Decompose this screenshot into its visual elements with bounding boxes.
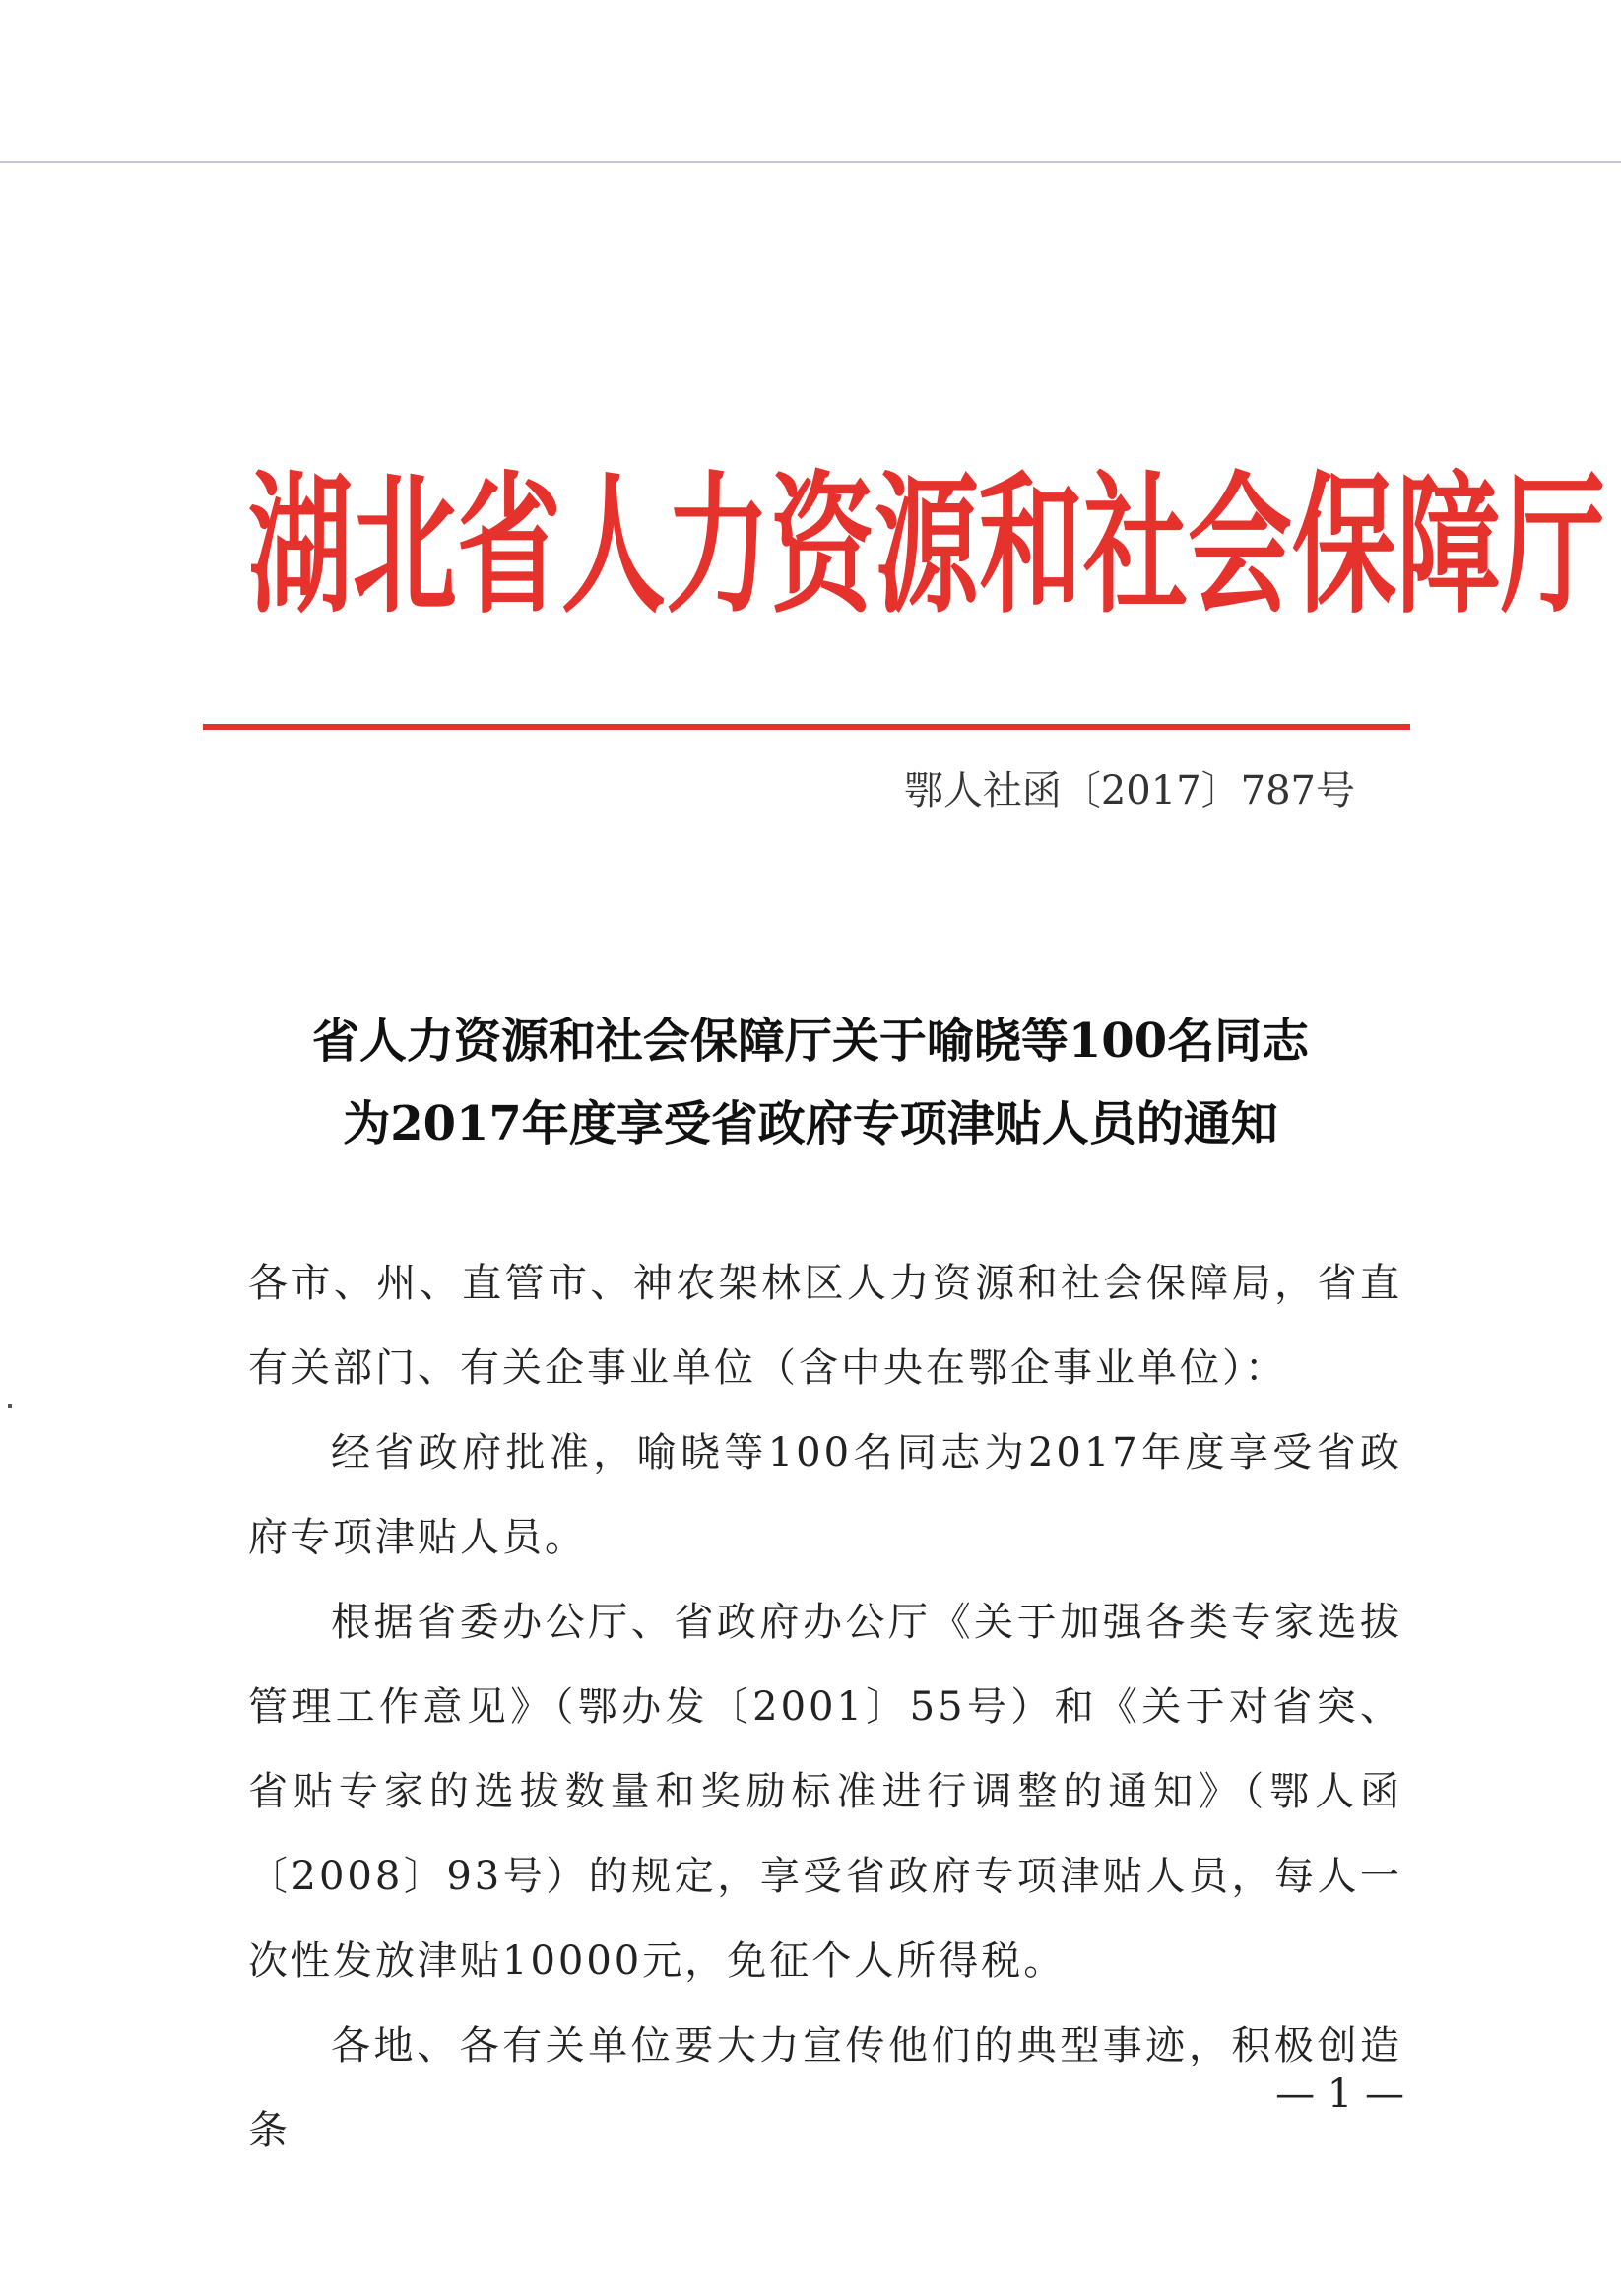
letterhead-red-rule <box>203 724 1410 730</box>
scan-edge-line <box>0 161 1621 163</box>
body-paragraph-approval: 经省政府批准，喻晓等100名同志为2017年度享受省政府专项津贴人员。 <box>248 1430 1402 1560</box>
notice-title-line-2: 为2017年度享受省政府专项津贴人员的通知 <box>343 1096 1278 1151</box>
notice-title-line-1: 省人力资源和社会保障厅关于喻晓等100名同志 <box>311 1014 1310 1069</box>
body-paragraph-promotion: 各地、各有关单位要大力宣传他们的典型事迹，积极创造条 <box>248 2023 1402 2153</box>
notice-title <box>197 1000 1424 1165</box>
letterhead-agency-name: 湖北省人力资源和社会保障厅 <box>248 458 1605 634</box>
addressee-paragraph: 各市、州、直管市、神农架林区人力资源和社会保障局，省直有关部门、有关企事业单位（含中央在鄂企事业单位）： <box>248 1261 1402 1391</box>
scan-dot <box>8 1404 12 1408</box>
page-number: — 1 — <box>1275 2071 1404 2117</box>
notice-body <box>248 1241 1402 2173</box>
document-number: 鄂人社函〔2017〕787号 <box>903 768 1355 814</box>
body-paragraph-regulation: 根据省委办公厅、省政府办公厅《关于加强各类专家选拔管理工作意见》（鄂办发〔2001〕55号）和《关于对省突、省贴专家的选拔数量和奖励标准进行调整的通知》（鄂人函〔2008〕93号）的规定，享受省政府专项津贴人员，每人一次性发放津贴10000元，免征个人所得税。 <box>248 1600 1402 1984</box>
